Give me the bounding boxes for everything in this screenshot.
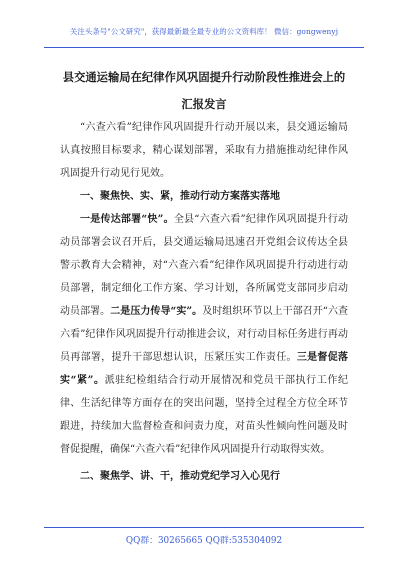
- header-divider: [44, 47, 364, 48]
- footer-contact: QQ群：30265665 QQ群:535304092: [125, 536, 283, 546]
- section-1-heading: 一、聚焦快、实、紧，推动行动方案落实落地: [80, 191, 280, 202]
- document-body: [60, 116, 348, 488]
- point-2-lead: 二是压力传导“实”。: [110, 306, 203, 317]
- title-line-2: 汇报发言: [181, 97, 227, 111]
- section-1-paragraph: [60, 208, 348, 461]
- point-3-lead: 三是督促落实“紧”。: [60, 352, 349, 386]
- point-1-lead: 一是传达部署“快”。: [80, 214, 174, 225]
- header-promo: 关注头条号"公文研究"，获得最新最全最专业的公文资料库！ 微信：gongwenyj: [69, 27, 339, 36]
- point-1-text: 全县“六查六看”纪律作风巩固提升行动动员部署会议召开后，县交通运输局迅速召开党组会议传达全县警示教育大会精神，对“六查六看”纪律作风巩固提升行动进行动员部署，制定细化工作方案、学习计划，各所属党支部同步启动动员部署。: [60, 214, 348, 317]
- point-3-text: 派驻纪检组结合行动开展情况和党员干部执行工作纪律、生活纪律等方面存在的突出问题，坚持全过程全方位全环节跟进，持续加大监督检查和问责力度，对苗头性倾向性问题及时督促提醒，确保“六查六看”纪律作风巩固提升行动取得实效。: [60, 375, 348, 455]
- footer-divider: [44, 527, 364, 528]
- point-2-text: 及时组织环节以上干部召开“六查六看”纪律作风巩固提升行动推进会议，对行动目标任务进行再动员再部署，提升干部思想认识，压紧压实工作责任。: [60, 306, 348, 363]
- section-2-heading: 二、聚焦学、讲、干，推动党纪学习入心见行: [80, 471, 280, 482]
- intro-paragraph: “六查六看”纪律作风巩固提升行动开展以来，县交通运输局认真按照目标要求，精心谋划部署，采取有力措施推动纪律作风巩固提升行动见行见效。: [60, 122, 348, 179]
- title-line-1: 县交通运输局在纪律作风巩固提升行动阶段性推进会上的: [62, 70, 346, 84]
- document-title: [48, 64, 360, 118]
